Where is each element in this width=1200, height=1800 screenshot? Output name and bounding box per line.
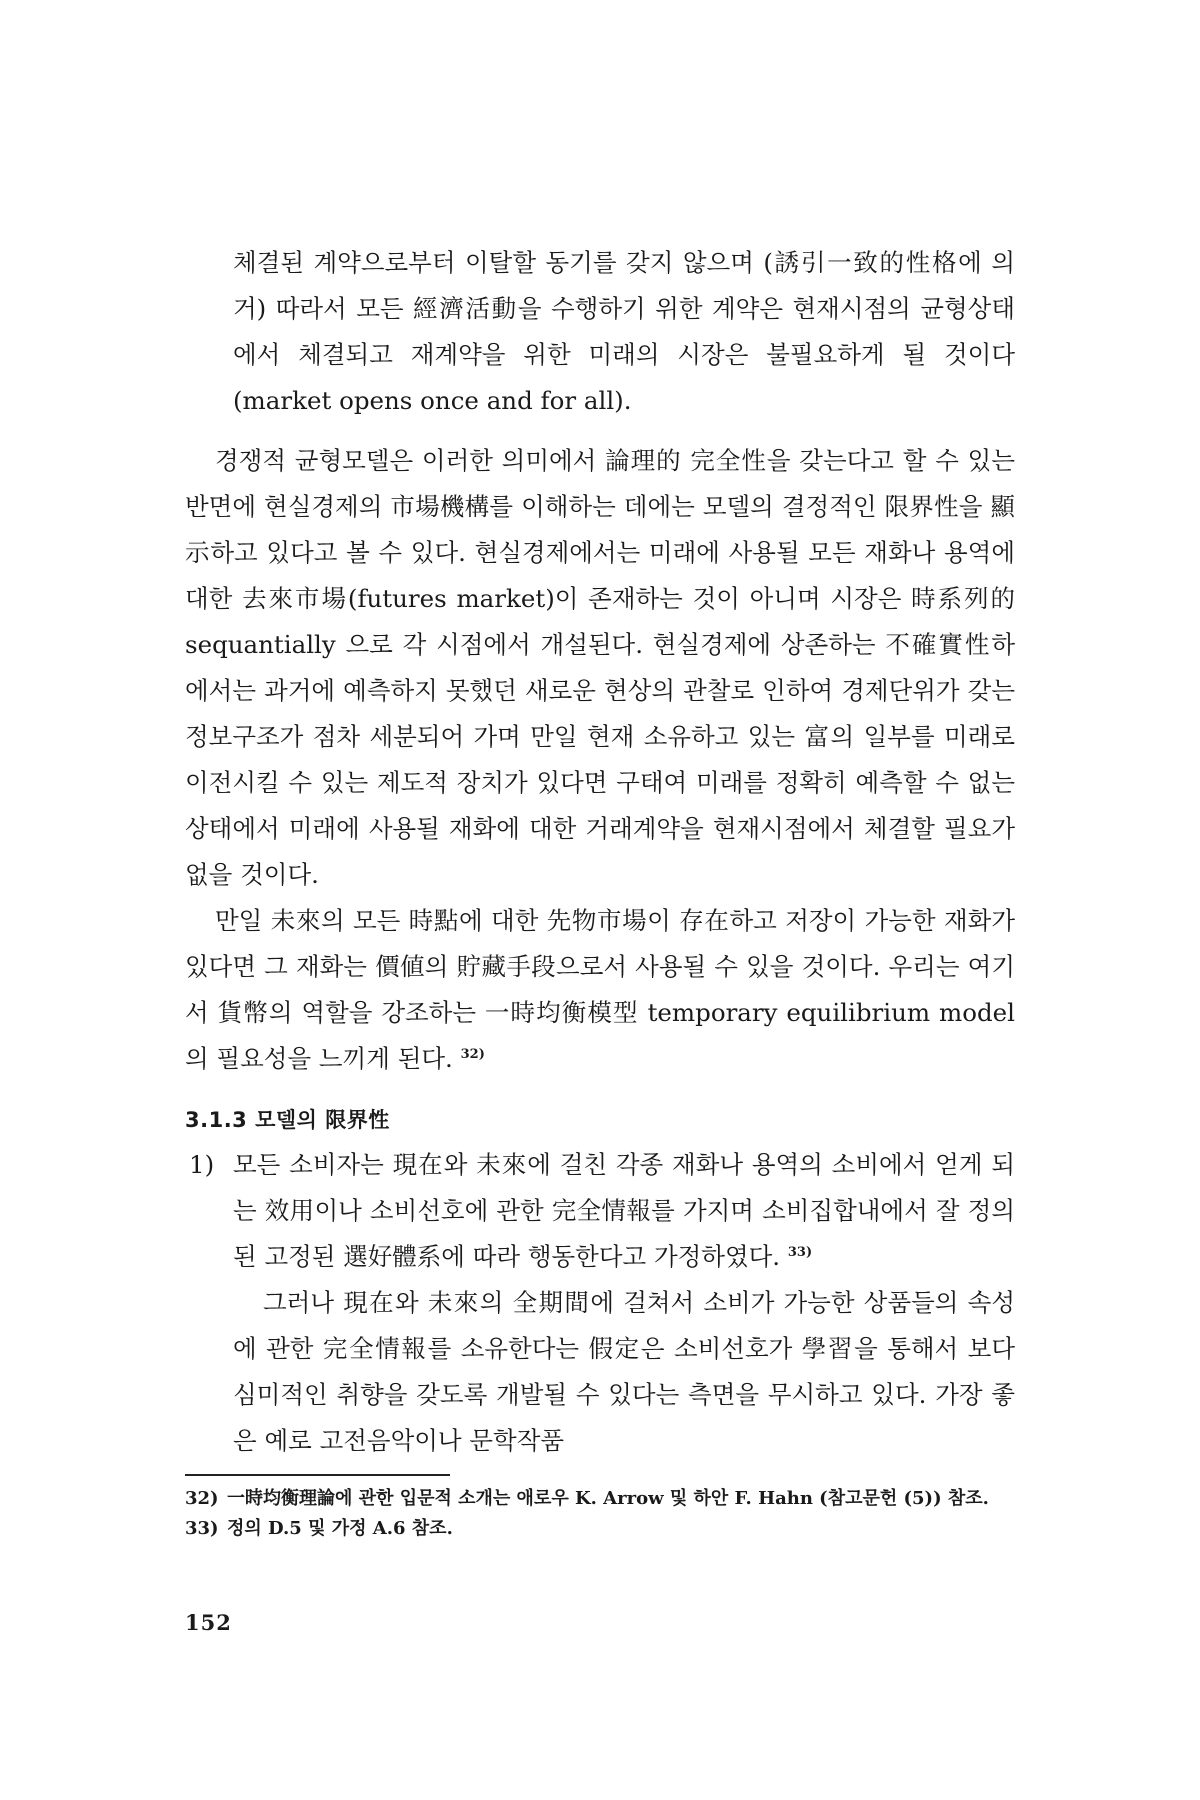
page-number: 152 xyxy=(185,1610,232,1635)
list-marker: 1) xyxy=(189,1150,215,1179)
list-item-1 xyxy=(185,1142,1015,1280)
section-heading: 3.1.3 모델의 限界性 xyxy=(185,1108,390,1132)
list-item-text: 모든 소비자는 現在와 未來에 걸친 각종 재화나 용역의 소비에서 얻게 되는 效用이나 소비선호에 관한 完全情報를 가지며 소비집합내에서 잘 정의된 고정된 選好體系에 따라 행동한다고 가정하였다. xyxy=(233,1150,1015,1271)
footnote-ref-33[interactable]: 33) xyxy=(787,1244,813,1260)
footnote-divider xyxy=(185,1474,450,1476)
paragraph-1-text: 경쟁적 균형모델은 이러한 의미에서 論理的 完全性을 갖는다고 할 수 있는 반면에 현실경제의 市場機構를 이해하는 데에는 모델의 결정적인 限界性을 顯示하고 있다고 볼 수 있다. 현실경제에서는 미래에 사용될 모든 재화나 용역에 대한 去來市場(futures market)이 존재하는 것이 아니며 시장은 時系列的 sequantially 으로 각 시점에서 개설된다. 현실경제에 상존하는 不確實性하에서는 과거에 예측하지 못했던 새로운 현상의 관찰로 인하여 경제단위가 갖는 정보구조가 점차 세분되어 가며 만일 현재 소유하고 있는 富의 일부를 미래로 이전시킬 수 있는 제도적 장치가 있다면 구태여 미래를 정확히 예측할 수 없는 상태에서 미래에 사용될 재화에 대한 거래계약을 현재시점에서 체결할 필요가 없을 것이다. xyxy=(185,446,1015,889)
page-body xyxy=(185,240,1015,1544)
footnote-32-number: 32) xyxy=(185,1488,219,1509)
indented-quote xyxy=(185,240,1015,424)
paragraph-2-text: 만일 未來의 모든 時點에 대한 先物市場이 存在하고 저장이 가능한 재화가 있다면 그 재화는 價値의 貯藏手段으로서 사용될 수 있을 것이다. 우리는 여기서 貨幣의 역할을 강조하는 一時均衡模型 temporary equilibrium model의 필요성을 느끼게 된다. xyxy=(185,906,1015,1073)
list-continuation xyxy=(185,1280,1015,1464)
paragraph-1 xyxy=(185,438,1015,898)
footnote-32-text: 一時均衡理論에 관한 입문적 소개는 애로우 K. Arrow 및 하안 F. Hahn (참고문헌 (5)) 참조. xyxy=(227,1488,989,1509)
quote-text: 체결된 계약으로부터 이탈할 동기를 갖지 않으며 (誘引一致的性格에 의거) 따라서 모든 經濟活動을 수행하기 위한 계약은 현재시점의 균형상태에서 체결되고 재계약을 위한 미래의 시장은 불필요하게 될 것이다(market opens once and for all). xyxy=(233,248,1015,415)
footnote-ref-32[interactable]: 32) xyxy=(460,1046,485,1062)
footnote-32 xyxy=(185,1484,1015,1514)
footnote-33-text: 정의 D.5 및 가정 A.6 참조. xyxy=(227,1518,453,1539)
footnote-33 xyxy=(185,1514,1015,1544)
footnote-33-number: 33) xyxy=(185,1518,219,1539)
paragraph-2 xyxy=(185,898,1015,1082)
list-continuation-text: 그러나 現在와 未來의 全期間에 걸쳐서 소비가 가능한 상품들의 속성에 관한 完全情報를 소유한다는 假定은 소비선호가 學習을 통해서 보다 심미적인 취향을 갖도록 개발될 수 있다는 측면을 무시하고 있다. 가장 좋은 예로 고전음악이나 문학작품 xyxy=(233,1288,1015,1455)
